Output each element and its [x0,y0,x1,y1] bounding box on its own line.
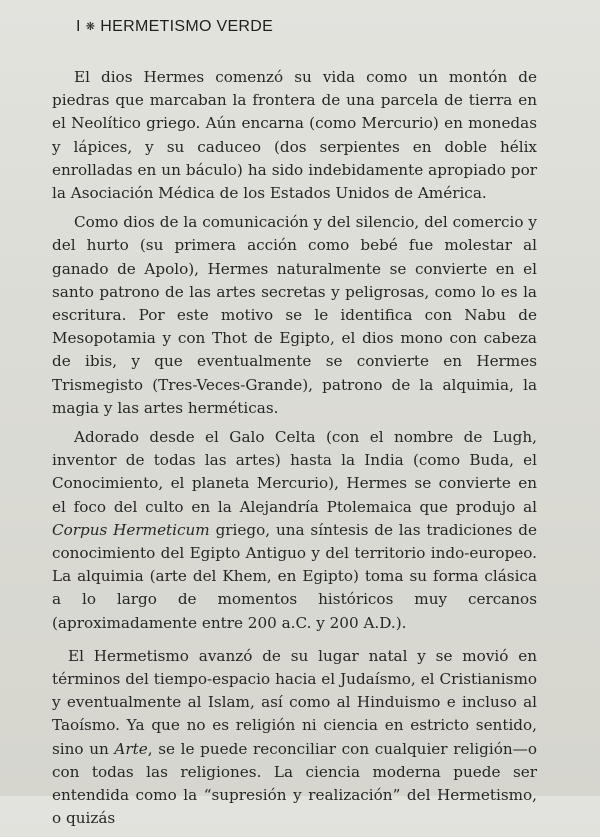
paragraph-2: Como dios de la comunicación y del silencio, del comercio y del hurto (su primera acción como bebé fue molestar al ganado de Apolo), Hermes naturalmente se convierte en el santo patrono de las artes secretas y peligrosas, como lo es la escritura. Por este motivo se le identifica con Nabu de Mesopotamia y con Thot de Egipto, el dios mono con cabeza de ibis, y que eventualmente se convierte en Hermes Trismegisto (Tres-Veces-Grande), patrono de la alquimia, la magia y las artes herméticas. [52,213,537,417]
body-text [52,66,537,837]
paragraph-4 [52,645,537,831]
paragraph-4-end: , se le puede reconciliar con cualquier religión—o con todas las religiones. La ciencia moderna puede ser entendida como la “supresión y realización” del Hermetismo, o quizás [52,739,537,828]
chapter-number: I [76,18,81,35]
paragraph-3-end: griego, una síntesis de las tradiciones de conocimiento del Egipto Antiguo y del territorio indo-europeo. La alquimia (arte del Khem, en Egipto) toma su forma clásica a lo largo de momentos históricos muy cercanos (aproximadamente entre 200 a.C. y 200 A.D.). [52,520,537,632]
paragraph-4-start: El Hermetismo avanzó de su lugar natal y se movió en términos del tiempo-espacio hacia el Judaísmo, el Cristianismo y eventualmente al Islam, así como al Hinduismo e incluso al Taoísmo. Ya que no es religión ni ciencia en estricto sentido, sino un [52,646,537,758]
chapter-title: HERMETISMO VERDE [100,18,274,35]
paragraph-3-italic: Corpus Hermeticum [52,520,210,539]
running-header [76,18,273,36]
paragraph-1: El dios Hermes comenzó su vida como un montón de piedras que marcaban la frontera de una parcela de tierra en el Neolítico griego. Aún encarna (como Mercurio) en monedas y lápices, y su caduceo (dos serpientes en doble hélix enrolladas en un báculo) ha sido indebidamente apropiado por la Asociación Médica de los Estados Unidos de América. [52,68,537,203]
paragraph-3 [52,426,537,635]
ornament-icon: ❋ [85,20,96,33]
paragraph-3-start: Adorado desde el Galo Celta (con el nombre de Lugh, inventor de todas las artes) hasta la India (como Buda, el Conocimiento, el planeta Mercurio), Hermes se convierte en el foco del culto en la Alejandría Ptolemaica que produjo al [52,428,537,516]
paragraph-4-italic: Arte [114,739,148,758]
